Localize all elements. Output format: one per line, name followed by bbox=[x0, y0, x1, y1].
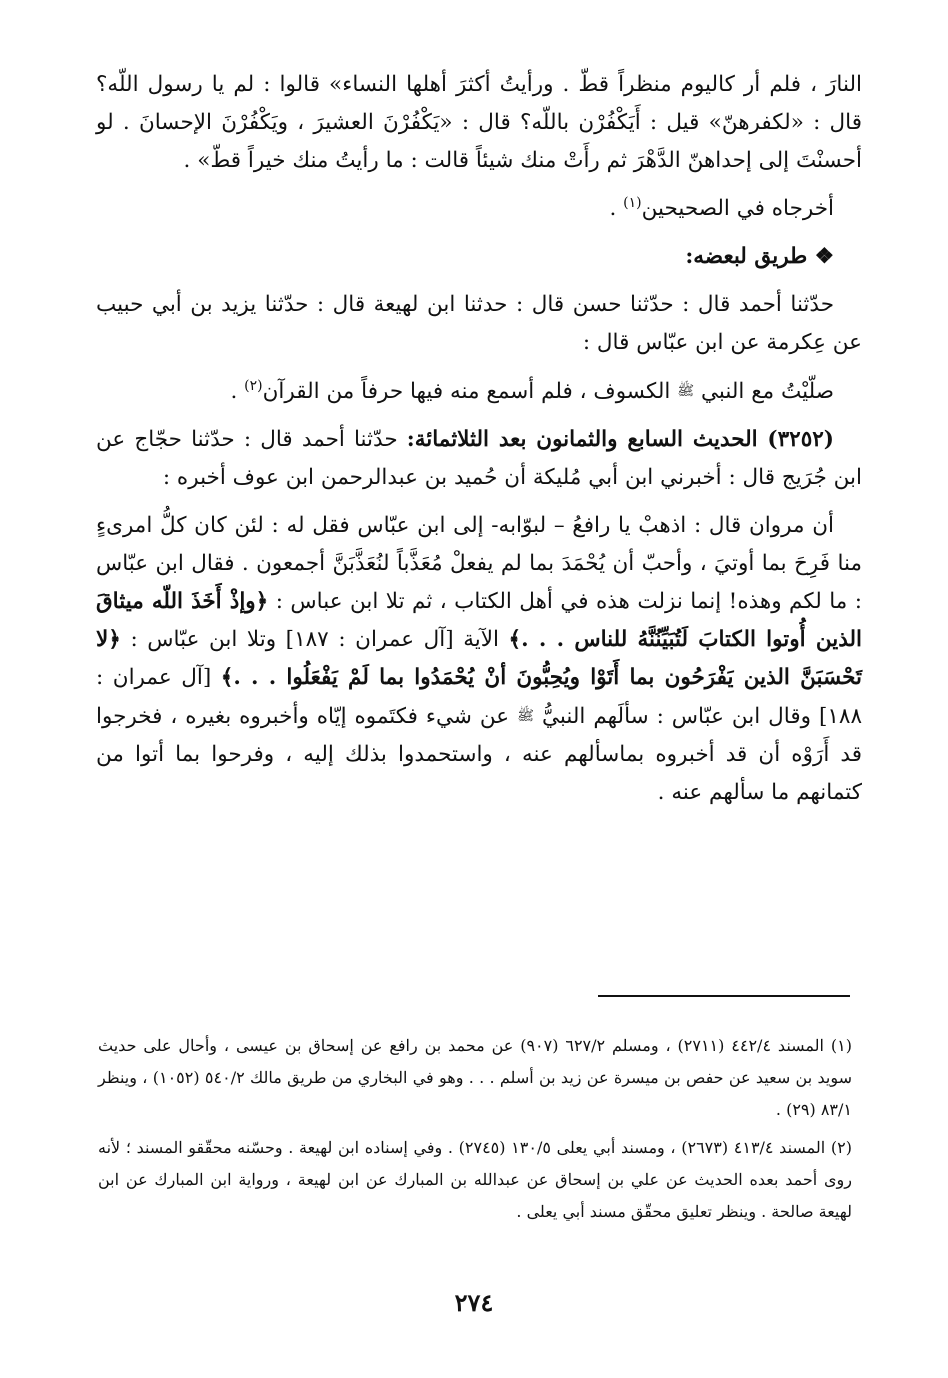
paragraph-4-a: صلّيْتُ مع النبي bbox=[694, 379, 834, 404]
paragraph-2 bbox=[96, 190, 862, 228]
footnote-1-number: (١) bbox=[830, 1036, 852, 1055]
paragraph-6 bbox=[96, 507, 862, 812]
salla-glyph: ﷺ bbox=[677, 383, 695, 399]
main-text bbox=[96, 66, 862, 812]
paragraph-5 bbox=[96, 421, 862, 497]
footnote-separator bbox=[598, 995, 850, 997]
paragraph-6-d: عن شيء فكتَموه إيّاه وأخبروه بغيره ، فخرجوا قد أَرَوْه أن قد أخبروه بماسألهم عنه ، واستحمدوا بذلك إليه ، وفرحوا بما أتوا من كتمانهم ما سألهم عنه . bbox=[96, 704, 862, 805]
section-heading: ❖ طريق لبعضه: bbox=[685, 244, 834, 269]
footnote-2-text: المسند ٤١٣/٤ (٢٦٧٣) ، ومسند أبي يعلى ١٣٠/٥ (٢٧٤٥) . وفي إسناده ابن لهيعة . وحسّنه محقّقو المسند ؛ لأنه روى أحمد بعده الحديث عن علي بن إسحاق عن عبدالله بن المبارك عن ابن لهيعة ، ورواية ابن المبارك عن ابن لهيعة صالحة . وينظر تعليق محقّق مسند أبي يعلى . bbox=[98, 1138, 853, 1221]
paragraph-5-rest: حدّثنا أحمد قال : حدّثنا حجّاج عن ابن جُرَيج قال : أخبرني ابن أبي مُليكة أن حُميد بن عبدالرحمن ابن عوف أخبره : bbox=[96, 427, 862, 490]
footnote-1-text: المسند ٤٤٢/٤ (٢٧١١) ، ومسلم ٦٢٧/٢ (٩٠٧) عن محمد بن رافع عن إسحاق بن عيسى ، وأحال على حديث سويد بن سعيد عن حفص بن ميسرة عن زيد بن أسلم . . . وهو في البخاري من طريق مالك ٥٤٠/٢ (١٠٥٢) ، وينظر ٨٣/١ (٢٩) . bbox=[98, 1036, 852, 1119]
hadith-title: (٣٢٥٢) الحديث السابع والثمانون بعد الثلاثمائة: bbox=[406, 427, 834, 452]
quran-verse-2: ﴿لا تَحْسَبَنَّ الذين يَفْرَحُون بما أَتَوْا ويُحِبُّونَ أنْ يُحْمَدُوا بما لَمْ يَفْعَلُوا . . .﴾ bbox=[96, 627, 862, 690]
paragraph-1: النارَ ، فلم أر كاليوم منظراً قطّ . ورأيتُ أكثرَ أهلها النساء» قالوا : لم يا رسول اللّه؟ قال : «لكفرهنّ» قيل : أَيَكْفُرْن باللّه؟ قال : «يَكْفُرْنَ العشيرَ ، ويَكْفُرْنَ الإحسانَ . لو أحسنْتَ إلى إحداهنّ الدَّهْرَ ثم رأَتْ منك شيئاً قالت : ما رأيتُ منك خيراً قطّ» . bbox=[96, 72, 862, 173]
paragraph-3: حدّثنا أحمد قال : حدّثنا حسن قال : حدثنا ابن لهيعة قال : حدّثنا يزيد بن أبي حبيب عن عِكرمة عن ابن عبّاس قال : bbox=[96, 292, 862, 355]
footnote-1 bbox=[98, 1030, 852, 1126]
footnote-2 bbox=[98, 1132, 852, 1228]
quran-verse-1: ﴿وإذْ أَخَذَ اللّه ميثاقَ الذين أُوتوا الكتابَ لَتُبَيِّنُنَّهُ للناس . . .﴾ bbox=[96, 589, 863, 652]
footnote-ref-2[interactable]: (٢) bbox=[244, 378, 263, 394]
paragraph-6-b: الآية [آل عمران : ١٨٧] وتلا ابن عبّاس : bbox=[120, 627, 509, 652]
paragraph-2-text: أخرجاه في الصحيحين bbox=[641, 196, 834, 221]
paragraph-4 bbox=[96, 372, 862, 411]
paragraph-6-c: [آل عمران : ١٨٨] وقال ابن عبّاس : سألَهم النبيُّ bbox=[96, 665, 862, 729]
salla-glyph-2: ﷺ bbox=[517, 708, 534, 724]
paragraph-4-end: . bbox=[230, 379, 245, 404]
paragraph-4-b: الكسوف ، فلم أسمع منه فيها حرفاً من القرآن bbox=[262, 379, 678, 404]
footnote-2-number: (٢) bbox=[830, 1138, 853, 1157]
footnote-ref-1[interactable]: (١) bbox=[623, 195, 642, 211]
page-number: ٢٧٤ bbox=[454, 1288, 494, 1317]
paragraph-6-a: أن مروان قال : اذهبْ يا رافعُ – لبوّابه- إلى ابن عبّاس فقل له : لئن كان كلُّ امرىءٍ منا فَرِحَ بما أوتيَ ، وأحبّ أن يُحْمَدَ بما لم يفعلْ مُعَذَّباً لنُعَذَّبَنَّ أجمعون . فقال ابن عبّاس : ما لكم وهذه! إنما نزلت هذه في أهل الكتاب ، ثم تلا ابن عباس : bbox=[96, 513, 862, 614]
paragraph-2-end: . bbox=[609, 196, 624, 221]
footnotes bbox=[98, 1030, 852, 1234]
